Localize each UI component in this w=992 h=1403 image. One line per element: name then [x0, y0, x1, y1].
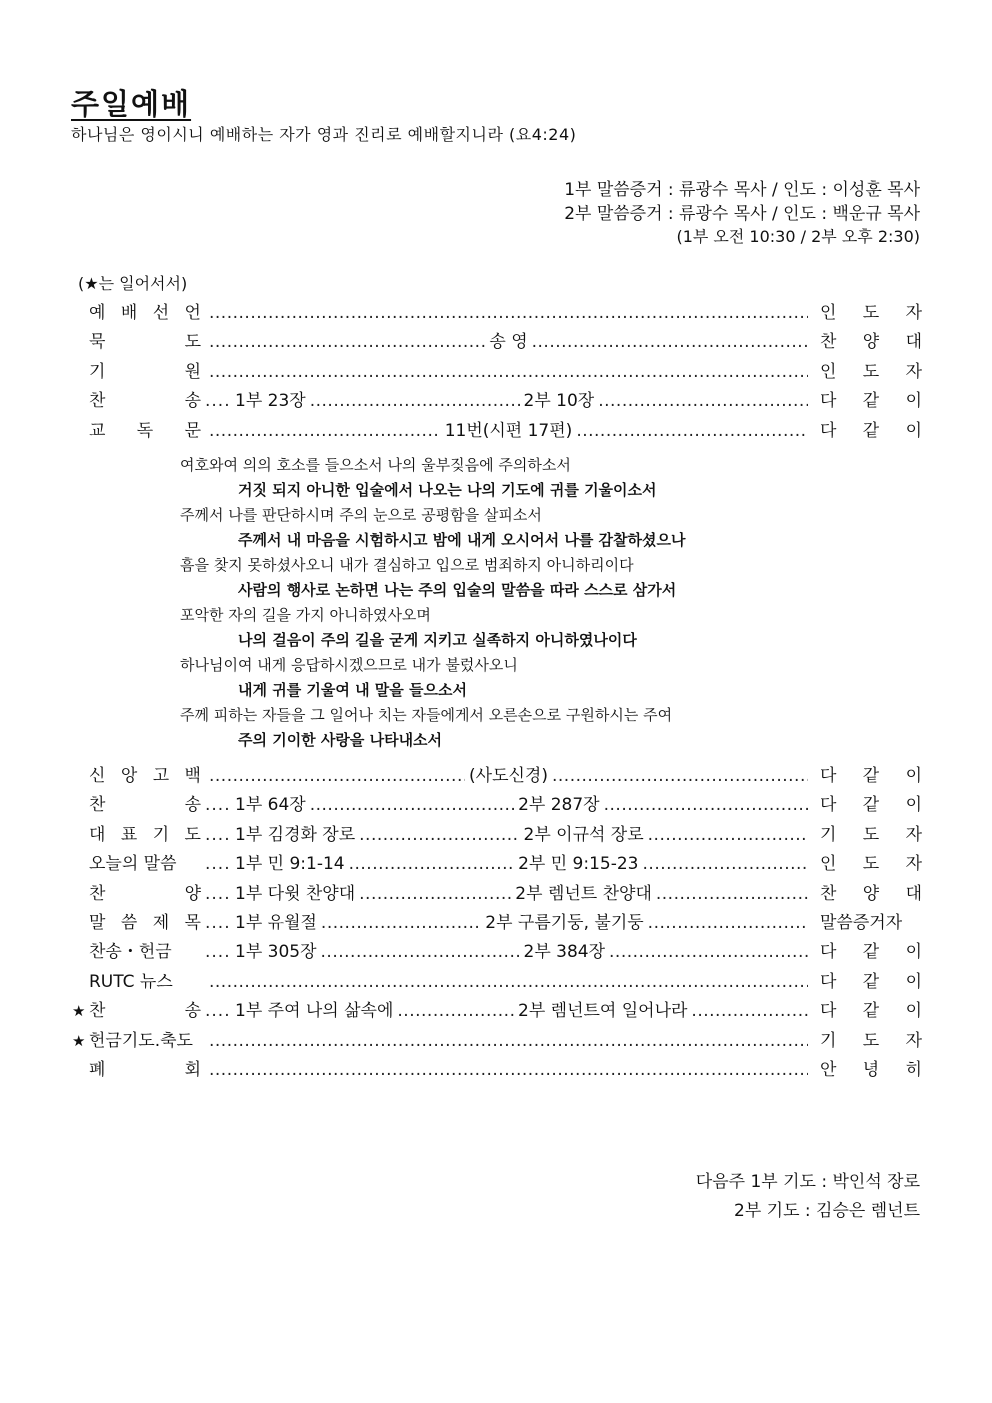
litany-people-line: 나의 걸음이 주의 길을 굳게 지키고 실족하지 아니하였나이다 [238, 631, 637, 649]
order-item-detail [205, 327, 820, 352]
order-item-content: 2부 렘넌트 찬양대 [515, 883, 652, 904]
order-row [72, 1026, 922, 1055]
order-item-responsible [820, 1055, 922, 1080]
service-leaders [564, 178, 920, 248]
responsible-char: 양 [862, 883, 880, 904]
leader-dots [310, 795, 514, 815]
order-row [72, 996, 922, 1025]
leader-dots [209, 972, 808, 992]
order-item-content: 2부 렘넌트여 일어나라 [518, 1001, 688, 1022]
leader-dots [321, 913, 481, 933]
leader-dots [209, 1060, 808, 1080]
order-item-char: 도 [184, 824, 201, 845]
order-item-responsible [820, 996, 922, 1021]
responsible-char: 대 [905, 883, 922, 904]
order-item-detail [205, 937, 820, 962]
leader-dots: .... [205, 883, 231, 904]
order-item-detail [205, 761, 820, 786]
responsible-char: 같 [862, 971, 880, 992]
order-item-char: 찬 [89, 1001, 106, 1022]
leader-dots: .... [205, 824, 231, 845]
order-item-char: 도 [184, 332, 201, 353]
order-item-char: 교 [89, 420, 106, 441]
litany-people-line: 주께서 내 마음을 시험하시고 밤에 내게 오시어서 나를 감찰하셨으나 [238, 531, 686, 549]
responsible-char: 히 [905, 1059, 922, 1080]
litany-leader-line: 주께 피하는 자들을 그 일어나 치는 자들에게서 오른손으로 구원하시는 주여 [180, 706, 673, 724]
responsible-char: 찬 [820, 883, 837, 904]
order-row [72, 790, 922, 819]
order-item-char: 고 [152, 766, 170, 786]
order-item-responsible [820, 298, 922, 323]
order-item-name [89, 1055, 205, 1080]
litany-leader-line: 흠을 찾지 못하셨사오니 내가 결심하고 입으로 범죄하지 아니하리이다 [180, 556, 634, 574]
order-item-detail [205, 416, 820, 441]
leader-dots [209, 421, 441, 441]
order-item-char: 송 [184, 391, 201, 412]
order-item-content: 1부 민 9:1-14 [235, 854, 345, 875]
order-item-name [89, 357, 205, 382]
leader-dots [321, 942, 520, 962]
order-row [72, 416, 922, 445]
standing-star: ★ [72, 1031, 86, 1050]
order-item-char: 찬 [89, 391, 106, 412]
order-row [72, 967, 922, 996]
order-item-responsible [820, 357, 922, 382]
responsible-char: 이 [905, 942, 922, 963]
next-week-second: 2부 기도 : 김승은 렘넌트 [734, 1201, 920, 1221]
responsible-char: 도 [862, 824, 880, 845]
order-item-content: 2부 이규석 장로 [523, 824, 644, 845]
responsible-char: 기 [820, 1030, 837, 1051]
responsible-char: 자 [905, 303, 922, 323]
responsible-char: 이 [905, 420, 922, 441]
responsible-char: 도 [862, 361, 880, 382]
responsible-char: 다 [820, 942, 837, 963]
leader-dots [359, 825, 519, 845]
page-title: 주일예배 [71, 87, 192, 121]
order-item-responsible [820, 879, 922, 904]
litany-people-line: 거짓 되지 아니한 입술에서 나오는 나의 기도에 귀를 기울이소서 [238, 481, 657, 499]
order-item-char: 표 [120, 824, 138, 845]
order-item-char: 오늘의 말씀 [89, 854, 177, 875]
order-of-worship-bottom [72, 761, 922, 1084]
responsible-char: 이 [905, 1001, 922, 1022]
order-of-worship-top [72, 298, 922, 445]
order-item-name [89, 790, 205, 815]
order-row [72, 879, 922, 908]
order-row [72, 937, 922, 966]
leader-dots [397, 1001, 514, 1021]
responsible-char: 자 [905, 1030, 922, 1051]
litany-leader-line: 하나님이여 내게 응답하시겠으므로 내가 불렀사오니 [180, 656, 518, 674]
responsible-char: 이 [905, 766, 922, 786]
leader-dots [209, 332, 485, 352]
order-item-content: 11번(시편 17편) [444, 420, 573, 441]
order-item-char: 묵 [89, 332, 106, 353]
order-item-char: 송 [184, 795, 201, 816]
responsible-char: 다 [820, 795, 837, 816]
responsible-char: 녕 [862, 1059, 880, 1080]
order-item-char: 언 [184, 303, 201, 323]
order-item-content: 1부 305장 [235, 942, 317, 963]
order-item-detail [205, 972, 820, 992]
order-item-content: 1부 유월절 [235, 912, 317, 933]
leader-dots [209, 362, 808, 382]
responsible-char: 같 [862, 420, 880, 441]
order-item-name [89, 761, 205, 786]
responsible-char: 대 [905, 332, 922, 353]
scripture-verse: 하나님은 영이시니 예배하는 자가 영과 진리로 예배할지니라 (요4:24) [71, 125, 577, 144]
responsible-char: 인 [820, 361, 837, 382]
leader-dots [643, 854, 809, 874]
responsible-char: 같 [862, 391, 880, 412]
order-row [72, 1055, 922, 1084]
order-item-char: 앙 [120, 766, 138, 786]
service-times: (1부 오전 10:30 / 2부 오후 2:30) [676, 227, 920, 246]
order-item-detail [205, 362, 820, 382]
litany-leader-line: 포악한 자의 길을 가지 아니하였사오며 [180, 606, 431, 624]
order-item-name [89, 849, 205, 874]
litany-leader-line: 주께서 나를 판단하시며 주의 눈으로 공평함을 살피소서 [180, 506, 542, 524]
leader-dots: .... [205, 942, 231, 963]
responsible-char: 같 [862, 766, 880, 786]
order-item-char: 찬송・헌금 [89, 942, 172, 963]
order-item-responsible [820, 327, 922, 352]
order-item-name [89, 879, 205, 904]
order-item-name [89, 937, 205, 962]
order-item-content: 1부 23장 [235, 391, 306, 412]
responsible-char: 말씀증거자 [820, 912, 903, 933]
leader-dots [209, 766, 465, 786]
order-item-detail [205, 820, 820, 845]
responsible-char: 인 [820, 303, 837, 323]
order-item-char: 말 [89, 912, 106, 933]
order-item-name [89, 967, 205, 992]
responsible-char: 다 [820, 420, 837, 441]
order-item-detail [205, 879, 820, 904]
leader-dots [532, 332, 808, 352]
leader-dots [648, 825, 808, 845]
litany-people-line: 사람의 행사로 논하면 나는 주의 입술의 말씀을 따라 스스로 삼가서 [238, 581, 677, 599]
leader-dots [576, 421, 808, 441]
order-item-name [89, 1026, 205, 1051]
leader-dots [691, 1001, 808, 1021]
responsible-char: 도 [862, 854, 880, 875]
leader-dots [209, 303, 808, 323]
standing-legend: (★는 일어서서) [78, 274, 188, 293]
order-item-content: 송 영 [489, 332, 528, 353]
order-item-name [89, 298, 205, 323]
responsible-char: 기 [820, 824, 837, 845]
order-item-responsible [820, 820, 922, 845]
leader-dots [349, 854, 515, 874]
leader-dots: .... [205, 391, 231, 412]
order-item-content: 1부 64장 [235, 795, 306, 816]
first-service-leaders: 1부 말씀증거 : 류광수 목사 / 인도 : 이성훈 목사 [564, 180, 920, 200]
leader-dots: .... [205, 912, 231, 933]
order-item-char: RUTC 뉴스 [89, 971, 173, 992]
order-item-char: 문 [184, 420, 201, 441]
order-item-name [89, 996, 205, 1021]
order-item-char: 예 [89, 303, 106, 323]
order-item-detail [205, 386, 820, 411]
order-item-responsible [820, 937, 922, 962]
order-item-char: 기 [152, 824, 170, 845]
responsible-char: 같 [862, 795, 880, 816]
responsible-char: 찬 [820, 332, 837, 353]
order-item-char: 기 [89, 361, 106, 382]
responsible-char: 도 [862, 303, 880, 323]
order-item-detail [205, 849, 820, 874]
responsible-char: 이 [905, 391, 922, 412]
order-item-content: 2부 민 9:15-23 [518, 854, 639, 875]
order-item-char: 신 [89, 766, 106, 786]
leader-dots: .... [205, 854, 231, 875]
order-item-detail [205, 790, 820, 815]
responsible-char: 자 [905, 361, 922, 382]
order-item-char: 원 [184, 361, 201, 382]
responsible-char: 같 [862, 942, 880, 963]
order-item-char: 백 [184, 766, 201, 786]
second-service-leaders: 2부 말씀증거 : 류광수 목사 / 인도 : 백운규 목사 [564, 204, 920, 224]
order-item-char: 회 [184, 1059, 201, 1080]
order-row [72, 327, 922, 356]
leader-dots [552, 766, 808, 786]
order-item-detail [205, 996, 820, 1021]
order-item-detail [205, 1031, 820, 1051]
standing-star: ★ [72, 1002, 86, 1021]
litany-people-line: 내게 귀를 기울여 내 말을 들으소서 [238, 681, 467, 699]
order-item-responsible [820, 761, 922, 786]
order-item-content: (사도신경) [469, 766, 548, 786]
order-row [72, 298, 922, 327]
order-item-char: 목 [184, 912, 201, 933]
next-week-first: 다음주 1부 기도 : 박인석 장로 [695, 1172, 920, 1192]
order-row [72, 357, 922, 386]
order-item-name [89, 820, 205, 845]
litany-people-line: 주의 기이한 사랑을 나타내소서 [238, 731, 443, 749]
order-item-content: 2부 10장 [523, 391, 595, 412]
order-item-detail [205, 908, 820, 933]
responsible-char: 다 [820, 971, 837, 992]
order-item-content: 1부 다윗 찬양대 [235, 883, 356, 904]
leader-dots [598, 391, 808, 411]
order-item-name [89, 908, 205, 933]
order-item-responsible [820, 416, 922, 441]
order-item-char: 찬 [89, 795, 106, 816]
responsible-char: 다 [820, 766, 837, 786]
order-item-content: 2부 구름기둥, 불기둥 [485, 912, 644, 933]
order-item-char: 씀 [120, 912, 138, 933]
order-row [72, 849, 922, 878]
responsible-char: 양 [862, 332, 880, 353]
leader-dots [359, 884, 511, 904]
leader-dots: .... [205, 795, 231, 816]
order-item-char: 대 [89, 824, 106, 845]
responsive-reading [180, 453, 686, 753]
order-item-char: 찬 [89, 883, 106, 904]
leader-dots: .... [205, 1001, 231, 1022]
order-item-content: 1부 주여 나의 삶속에 [235, 1001, 394, 1022]
responsible-char: 다 [820, 1001, 837, 1022]
leader-dots [310, 391, 520, 411]
order-item-responsible [820, 849, 922, 874]
responsible-char: 이 [905, 971, 922, 992]
order-item-name [89, 327, 205, 352]
order-row [72, 908, 922, 937]
responsible-char: 자 [905, 854, 922, 875]
order-item-char: 선 [152, 303, 170, 323]
order-item-responsible [820, 790, 922, 815]
responsible-char: 이 [905, 795, 922, 816]
order-item-responsible [820, 1026, 922, 1051]
order-item-name [89, 416, 205, 441]
order-item-responsible [820, 908, 922, 933]
leader-dots [648, 913, 808, 933]
order-item-char: 배 [120, 303, 138, 323]
order-item-char: 제 [152, 912, 170, 933]
order-item-char: 독 [136, 420, 154, 441]
order-item-responsible [820, 386, 922, 411]
order-item-detail [205, 1060, 820, 1080]
responsible-char: 도 [862, 1030, 880, 1051]
order-item-responsible [820, 967, 922, 992]
leader-dots [209, 1031, 808, 1051]
responsible-char: 자 [905, 824, 922, 845]
order-item-char: 송 [184, 1001, 201, 1022]
responsible-char: 안 [820, 1059, 837, 1080]
order-item-detail [205, 303, 820, 323]
order-row [72, 386, 922, 415]
responsible-char: 같 [862, 1001, 880, 1022]
responsible-char: 인 [820, 854, 837, 875]
order-row [72, 820, 922, 849]
order-item-content: 2부 287장 [518, 795, 600, 816]
order-item-char: 양 [184, 883, 201, 904]
responsible-char: 다 [820, 391, 837, 412]
leader-dots [604, 795, 808, 815]
order-item-char: 폐 [89, 1059, 106, 1080]
order-item-name [89, 386, 205, 411]
order-item-char: 헌금기도.축도 [89, 1030, 193, 1051]
next-week-prayer [696, 1168, 920, 1226]
leader-dots [609, 942, 808, 962]
litany-leader-line: 여호와여 의의 호소를 들으소서 나의 울부짖음에 주의하소서 [180, 456, 571, 474]
order-row [72, 761, 922, 790]
order-item-content: 1부 김경화 장로 [235, 824, 356, 845]
order-item-content: 2부 384장 [523, 942, 606, 963]
leader-dots [656, 884, 808, 904]
